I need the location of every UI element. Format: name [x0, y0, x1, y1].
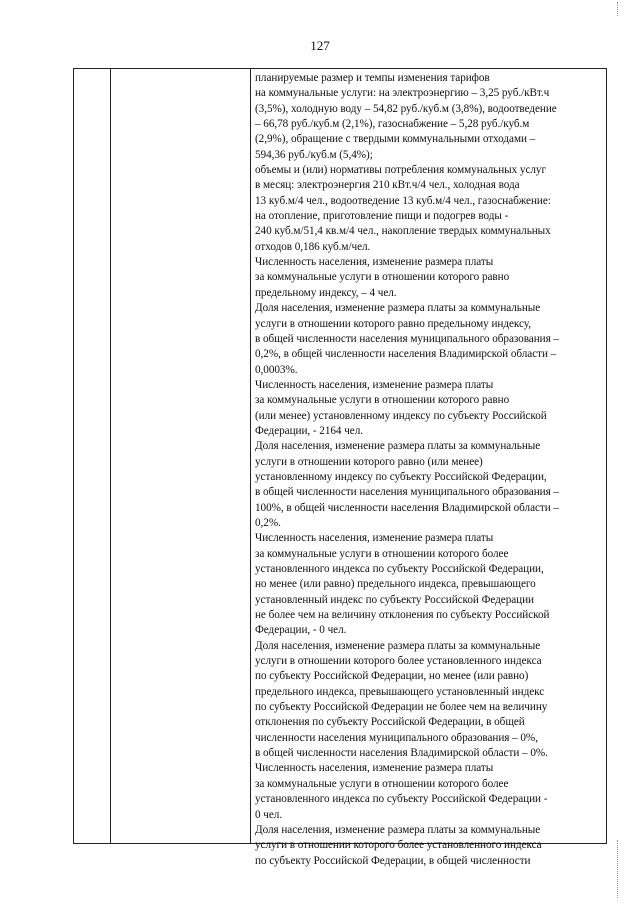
- text-line: не более чем на величину отклонения по субъекту Российской: [255, 609, 550, 622]
- text-line: Численность населения, изменение размера платы: [255, 762, 494, 775]
- text-line: 0 чел.: [255, 808, 283, 821]
- text-line: услуги в отношении которого более установленного индекса: [255, 839, 542, 852]
- text-line: планируемые размер и темпы изменения тарифов: [255, 72, 490, 84]
- text-line: 13 куб.м/4 чел., водоотведение 13 куб.м/4 чел., газоснабжение:: [255, 194, 551, 207]
- text-line: Федерации, - 2164 чел.: [255, 424, 363, 437]
- text-line: за коммунальные услуги в отношении которого равно: [255, 394, 510, 407]
- text-line: но менее (или равно) предельного индекса, превышающего: [255, 578, 536, 591]
- text-line: на отопление, приготовление пищи и подогрев воды -: [255, 210, 509, 223]
- text-line: в общей численности населения муниципального образования –: [255, 486, 559, 499]
- text-line: Доля населения, изменение размера платы за коммунальные: [255, 302, 541, 315]
- text-line: по субъекту Российской Федерации, в общей численности: [255, 854, 531, 867]
- scan-margin-mark: [617, 2, 618, 16]
- scan-margin-mark: [617, 840, 618, 898]
- page-number: 127: [310, 38, 330, 53]
- text-line: 100%, в общей численности населения Владимирской области –: [255, 501, 559, 514]
- text-line: за коммунальные услуги в отношении которого более: [255, 777, 509, 790]
- text-line: (3,5%), холодную воду – 54,82 руб./куб.м (3,8%), водоотведение: [255, 102, 557, 115]
- text-line: Доля населения, изменение размера платы за коммунальные: [255, 440, 541, 453]
- column-divider-2: [250, 69, 251, 843]
- text-line: услуги в отношении которого равно (или менее): [255, 455, 483, 468]
- text-line: (2,9%), обращение с твердыми коммунальными отходами –: [255, 133, 536, 146]
- text-line: 0,2%, в общей численности населения Владимирской области –: [255, 348, 557, 361]
- text-line: за коммунальные услуги в отношении которого более: [255, 547, 509, 560]
- text-line: предельного индекса, превышающего установленный индекс: [255, 685, 545, 698]
- text-line: (или менее) установленному индексу по субъекту Российской: [255, 409, 547, 422]
- text-line: по субъекту Российской Федерации, но менее (или равно): [255, 670, 529, 683]
- text-line: установленного индекса по субъекту Российской Федерации,: [255, 563, 544, 575]
- text-line: в общей численности населения муниципального образования –: [255, 332, 559, 345]
- text-line: отклонения по субъекту Российской Федерации, в общей: [255, 716, 525, 729]
- text-line: установленному индексу по субъекту Российской Федерации,: [255, 470, 547, 483]
- text-line: установленного индекса по субъекту Российской Федерации -: [255, 793, 548, 806]
- text-line: услуги в отношении которого равно предельному индексу,: [255, 317, 531, 330]
- text-line: численности населения муниципального образования – 0%,: [255, 731, 538, 744]
- text-line: Доля населения, изменение размера платы за коммунальные: [255, 639, 541, 652]
- text-line: предельному индексу, – 4 чел.: [255, 286, 397, 299]
- text-line: за коммунальные услуги в отношении которого равно: [255, 271, 510, 284]
- text-line: установленный индекс по субъекту Российской Федерации: [255, 593, 534, 606]
- text-line: – 66,78 руб./куб.м (2,1%), газоснабжение – 5,28 руб./куб.м: [255, 118, 530, 131]
- text-line: 240 куб.м/51,4 кв.м/4 чел., накопление твердых коммунальных: [255, 225, 551, 238]
- text-line: отходов 0,186 куб.м/чел.: [255, 240, 371, 253]
- text-line: Федерации, - 0 чел.: [255, 624, 347, 637]
- text-line: 0,2%.: [255, 516, 281, 529]
- text-line: объемы и (или) нормативы потребления коммунальных услуг: [255, 164, 546, 177]
- table-cell-text: [255, 71, 607, 869]
- text-line: Численность населения, изменение размера платы: [255, 532, 494, 545]
- text-line: по субъекту Российской Федерации не более чем на величину: [255, 701, 548, 714]
- text-line: 0,0003%.: [255, 363, 298, 376]
- text-line: 594,36 руб./куб.м (5,4%);: [255, 148, 373, 161]
- document-table: [73, 68, 607, 867]
- text-line: Численность населения, изменение размера платы: [255, 378, 494, 391]
- text-line: на коммунальные услуги: на электроэнергию – 3,25 руб./кВт.ч: [255, 87, 550, 100]
- text-line: Доля населения, изменение размера платы за коммунальные: [255, 823, 541, 836]
- column-divider-1: [110, 69, 111, 843]
- text-line: в общей численности населения Владимирской области – 0%.: [255, 747, 548, 760]
- text-line: Численность населения, изменение размера платы: [255, 256, 494, 269]
- text-line: в месяц: электроэнергия 210 кВт.ч/4 чел., холодная вода: [255, 179, 520, 192]
- text-line: услуги в отношении которого более установленного индекса: [255, 655, 542, 668]
